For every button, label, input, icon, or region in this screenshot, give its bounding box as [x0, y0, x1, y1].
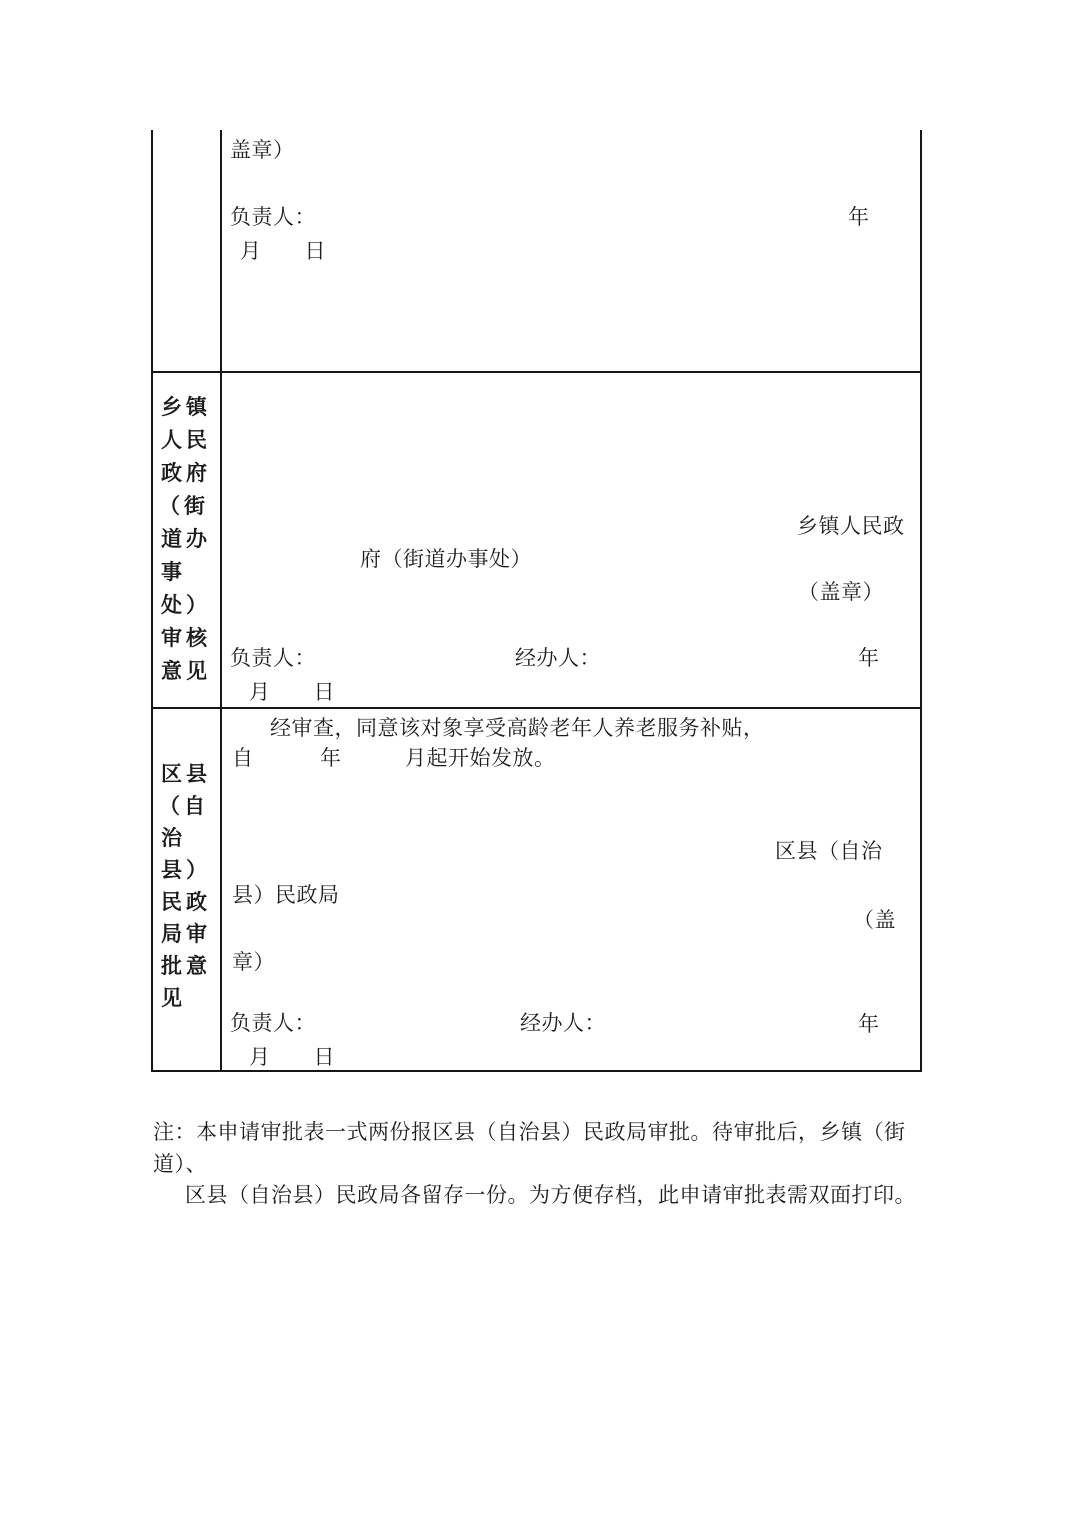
- row2-header-line: 道办: [161, 527, 211, 551]
- row2-seal-label: （盖章）: [798, 580, 884, 604]
- footnote-line2: 道）、: [153, 1152, 207, 1176]
- row2-header-line: 乡镇: [161, 395, 211, 419]
- row2-year-label: 年: [858, 646, 880, 670]
- row3-header-line: 见: [161, 986, 186, 1010]
- footnote-line1: 注：本申请审批表一式两份报区县（自治县）民政局审批。待审批后，乡镇（街: [153, 1120, 906, 1144]
- row3-header-line: （自: [159, 794, 209, 818]
- row2-org-wrap1: 乡镇人民政: [797, 514, 905, 538]
- row2-month-day-label: 月 日: [249, 680, 335, 704]
- row3-from-label: 自: [232, 746, 254, 770]
- table-header-divider: [220, 130, 222, 1072]
- row2-header-line: 政府: [161, 461, 211, 485]
- row2-handler-label: 经办人：: [515, 646, 601, 670]
- row2-header-line: 处）: [161, 593, 211, 617]
- row3-handler-label: 经办人：: [520, 1011, 606, 1035]
- row3-approval-statement: 经审查，同意该对象享受高龄老年人养老服务补贴，: [270, 716, 765, 740]
- footnote-line3: 区县（自治县）民政局各留存一份。为方便存档，此申请审批表需双面打印。: [185, 1183, 916, 1207]
- row3-month-day-label: 月 日: [249, 1045, 335, 1069]
- row2-org-wrap2: 府（街道办事处）: [360, 547, 532, 571]
- row2-header-line: 人民: [161, 428, 211, 452]
- row2-header-line: 事: [161, 560, 186, 584]
- row2-header-line: 审核: [161, 626, 211, 650]
- row3-bureau-wrap1: 区县（自治: [775, 839, 883, 863]
- table-row2-bottom-border: [151, 707, 922, 709]
- table-bottom-border: [151, 1070, 922, 1072]
- row2-responsible-label: 负责人：: [230, 646, 316, 670]
- row1-month-day-label: 月 日: [240, 239, 326, 263]
- row3-header-line: 区县: [161, 762, 211, 786]
- row3-header-line: 局审: [161, 922, 211, 946]
- row1-responsible-label: 负责人：: [230, 205, 316, 229]
- row3-year-label: 年: [858, 1012, 880, 1036]
- row1-year-label: 年: [848, 205, 870, 229]
- row3-seal-wrap1: （盖: [853, 908, 896, 932]
- table-row1-bottom-border: [151, 371, 922, 373]
- row3-header-line: 县）: [161, 858, 211, 882]
- row3-month-start-label: 月起开始发放。: [405, 746, 556, 770]
- row3-year-blank-label: 年: [320, 746, 342, 770]
- row3-bureau-wrap2: 县）民政局: [232, 883, 340, 907]
- row3-header-line: 治: [161, 826, 186, 850]
- table-border-right: [920, 130, 922, 1072]
- row3-header-line: 批意: [161, 954, 211, 978]
- row3-seal-wrap2: 章）: [232, 950, 275, 974]
- row2-header-line: （街: [159, 494, 209, 518]
- row3-header-line: 民政: [161, 890, 211, 914]
- row1-seal-tail: 盖章）: [230, 138, 295, 162]
- row2-header-line: 意见: [161, 659, 211, 683]
- row3-responsible-label: 负责人：: [230, 1011, 316, 1035]
- table-border-left: [151, 130, 153, 1072]
